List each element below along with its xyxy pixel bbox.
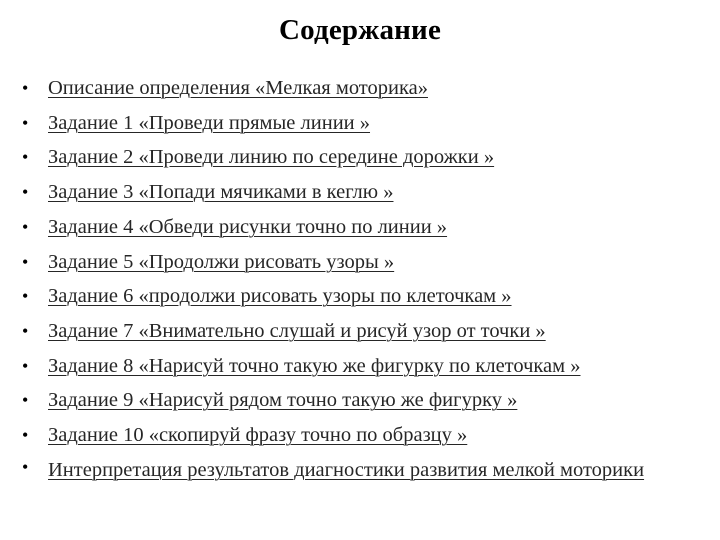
toc-link-task-10[interactable]: Задание 10 «скопируй фразу точно по образцу » xyxy=(48,424,468,447)
toc-link-task-6[interactable]: Задание 6 «продолжи рисовать узоры по клеточкам » xyxy=(48,285,512,308)
list-item xyxy=(20,383,700,418)
list-item xyxy=(20,140,700,175)
toc-link-task-4[interactable]: Задание 4 «Обведи рисунки точно по линии » xyxy=(48,215,448,238)
bullet-icon: • xyxy=(22,320,29,341)
list-item xyxy=(20,453,700,485)
list-item xyxy=(20,279,700,314)
bullet-icon: • xyxy=(22,286,29,307)
toc-link-task-9[interactable]: Задание 9 «Нарисуй рядом точно такую же фигурку » xyxy=(48,389,518,412)
page-title: Содержание xyxy=(278,14,442,46)
bullet-icon: • xyxy=(22,182,29,203)
toc-link-description[interactable]: Описание определения «Мелкая моторика» xyxy=(48,77,428,99)
bullet-icon: • xyxy=(22,456,29,477)
list-item xyxy=(20,106,700,141)
list-item xyxy=(20,71,700,106)
toc-link-task-2[interactable]: Задание 2 «Проведи линию по середине дорожки » xyxy=(48,146,495,169)
bullet-icon: • xyxy=(22,112,29,133)
toc-link-task-7[interactable]: Задание 7 «Внимательно слушай и рисуй узор от точки » xyxy=(48,319,546,342)
bullet-icon: • xyxy=(22,390,29,411)
bullet-icon: • xyxy=(22,147,29,168)
toc-link-task-1[interactable]: Задание 1 «Проведи прямые линии » xyxy=(48,111,371,134)
bullet-icon: • xyxy=(22,251,29,272)
list-item xyxy=(20,314,700,349)
toc-link-task-3[interactable]: Задание 3 «Попади мячиками в кеглю » xyxy=(48,181,394,204)
list-item xyxy=(20,175,700,210)
toc-link-task-8[interactable]: Задание 8 «Нарисуй точно такую же фигурку по клеточкам » xyxy=(48,354,581,377)
bullet-icon: • xyxy=(22,78,29,98)
table-of-contents xyxy=(20,71,700,485)
bullet-icon: • xyxy=(22,216,29,237)
list-item xyxy=(20,349,700,384)
toc-link-interpretation[interactable]: Интерпретация результатов диагностики развития мелкой моторики xyxy=(48,458,645,481)
bullet-icon: • xyxy=(22,425,29,446)
list-item xyxy=(20,418,700,453)
bullet-icon: • xyxy=(22,355,29,376)
list-item xyxy=(20,245,700,280)
list-item xyxy=(20,210,700,245)
toc-link-task-5[interactable]: Задание 5 «Продолжи рисовать узоры » xyxy=(48,250,395,273)
